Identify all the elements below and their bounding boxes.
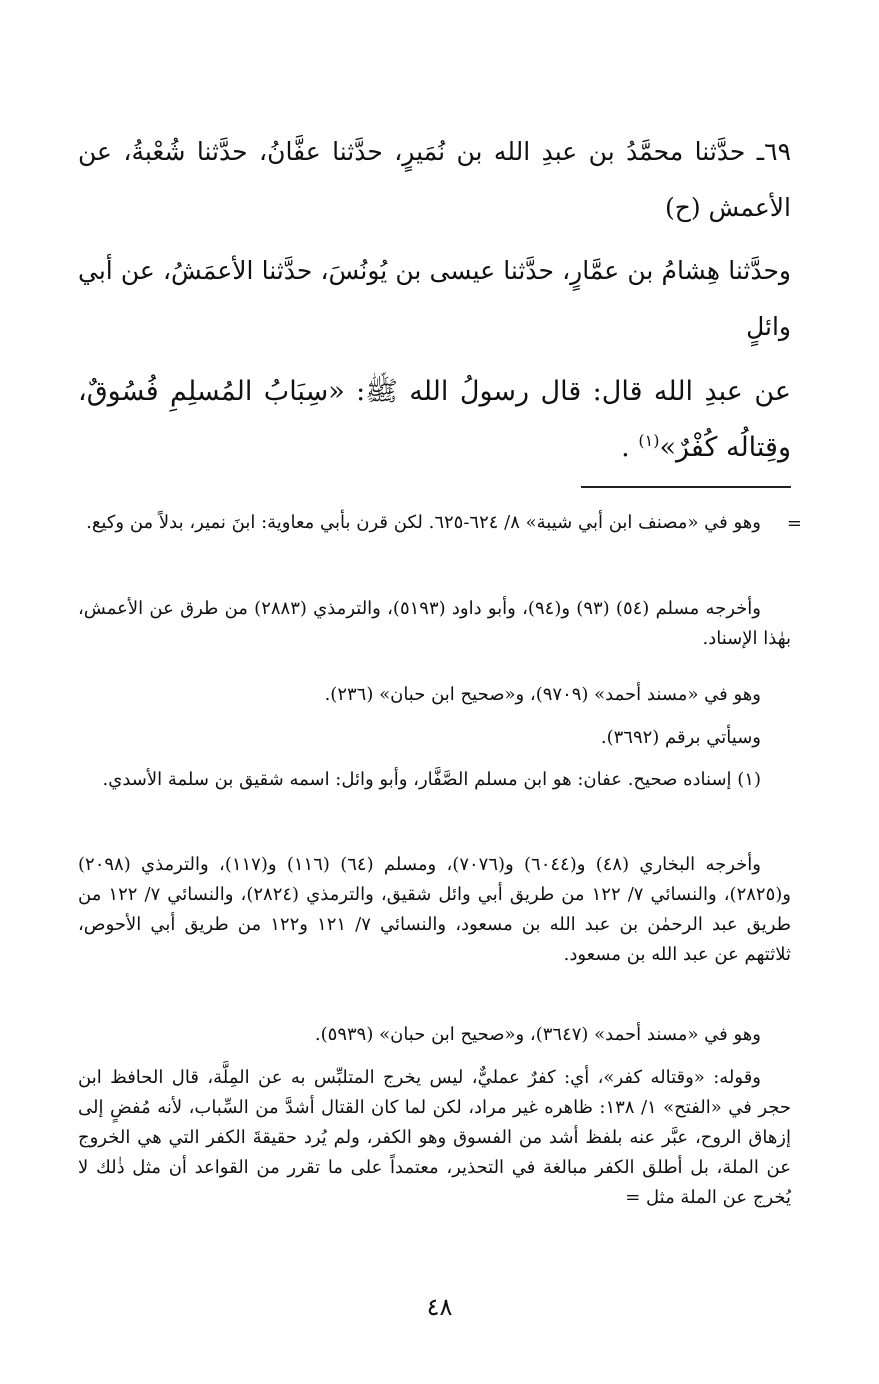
footnote-1-start: (١) إسناده صحيح. عفان: هو ابن مسلم الصَّفَّار، وأبو وائل: اسمه شقيق بن سلمة الأسدي. [102,769,761,790]
hadith-chain-1: ٦٩ـ حدَّثنا محمَّدُ بن عبدِ الله بن نُمَيرٍ، حدَّثنا عفَّانُ، حدَّثنا شُعْبةُ، عن الأعمش (ح) [78,137,791,222]
footnote-separator [581,486,791,488]
footnote-line: وهو في «مسند أحمد» (٩٧٠٩)، و«صحيح ابن حبان» (٢٣٦). [324,684,761,705]
footnote-line: وسيأتي برقم (٣٦٩٢). [600,727,761,748]
page-number: ٤٨ [426,1293,453,1321]
hadith-matn-end: . [621,432,630,463]
hadith-matn [78,364,791,476]
footnote-line: وأخرجه البخاري (٤٨) و(٦٠٤٤) و(٧٠٧٦)، ومسلم (٦٤) (١١٦) و(١١٧)، والترمذي (٢٠٩٨) و(٢٨٢٥)، والنسائي ٧/ ١٢٢ من طريق أبي وائل شقيق، والترمذي (٢٨٢٤)، والنسائي ٧/ ١٢٢ من طريق عبد الرحمٰن بن عبد الله بن مسعود، والنسائي ٧/ ١٢١ و١٢٢ من طريق أبي الأحوص، ثلاثتهم عن عبد الله بن مسعود. [78,854,791,965]
footnote-continuation-mark: = [786,513,802,534]
footnote-ref[interactable]: (١) [638,431,660,450]
hadith-matn-text: عن عبدِ الله قال: قال رسولُ الله ﷺ: «سِبَابُ المُسلِمِ فُسُوقٌ، وقِتالُه كُفْرٌ» [78,376,791,463]
hadith-chain-2: وحدَّثنا هِشامُ بن عمَّارٍ، حدَّثنا عيسى بن يُونُسَ، حدَّثنا الأعمَشُ، عن أبي وائلٍ [78,256,791,341]
footnote-line: وهو في «مسند أحمد» (٣٦٤٧)، و«صحيح ابن حبان» (٥٩٣٩). [314,1024,761,1045]
footnote-line: وأخرجه مسلم (٥٤) (٩٣) و(٩٤)، وأبو داود (٥١٩٣)، والترمذي (٢٨٨٣) من طرق عن الأعمش، بهٰذا الإسناد. [78,598,791,649]
footnote-line: وقوله: «وقتاله كفر»، أي: كفرٌ عمليٌّ، ليس يخرج المتلبِّس به عن المِلَّة، قال الحافظ ابن حجر في «الفتح» ١/ ١٣٨: ظاهره غير مراد، لكن لما كان القتال أشدَّ من السِّباب، لأنه مُفضٍ إلى إزهاق الروح، عبَّر عنه بلفظ أشد من الفسوق وهو الكفر، ولم يُرد حقيقةَ الكفر التي هي الخروج عن الملة، بل أطلق الكفر مبالغة في التحذير، معتمداً على ما تقرر من القواعد أن مثل ذٰلك لا يُخرج عن الملة مثل = [78,1067,791,1208]
footnote-line: وهو في «مصنف ابن أبي شيبة» ٨/ ٦٢٤-٦٢٥. لكن قرن بأبي معاوية: ابنَ نمير، بدلاً من وكيع. [86,512,761,533]
